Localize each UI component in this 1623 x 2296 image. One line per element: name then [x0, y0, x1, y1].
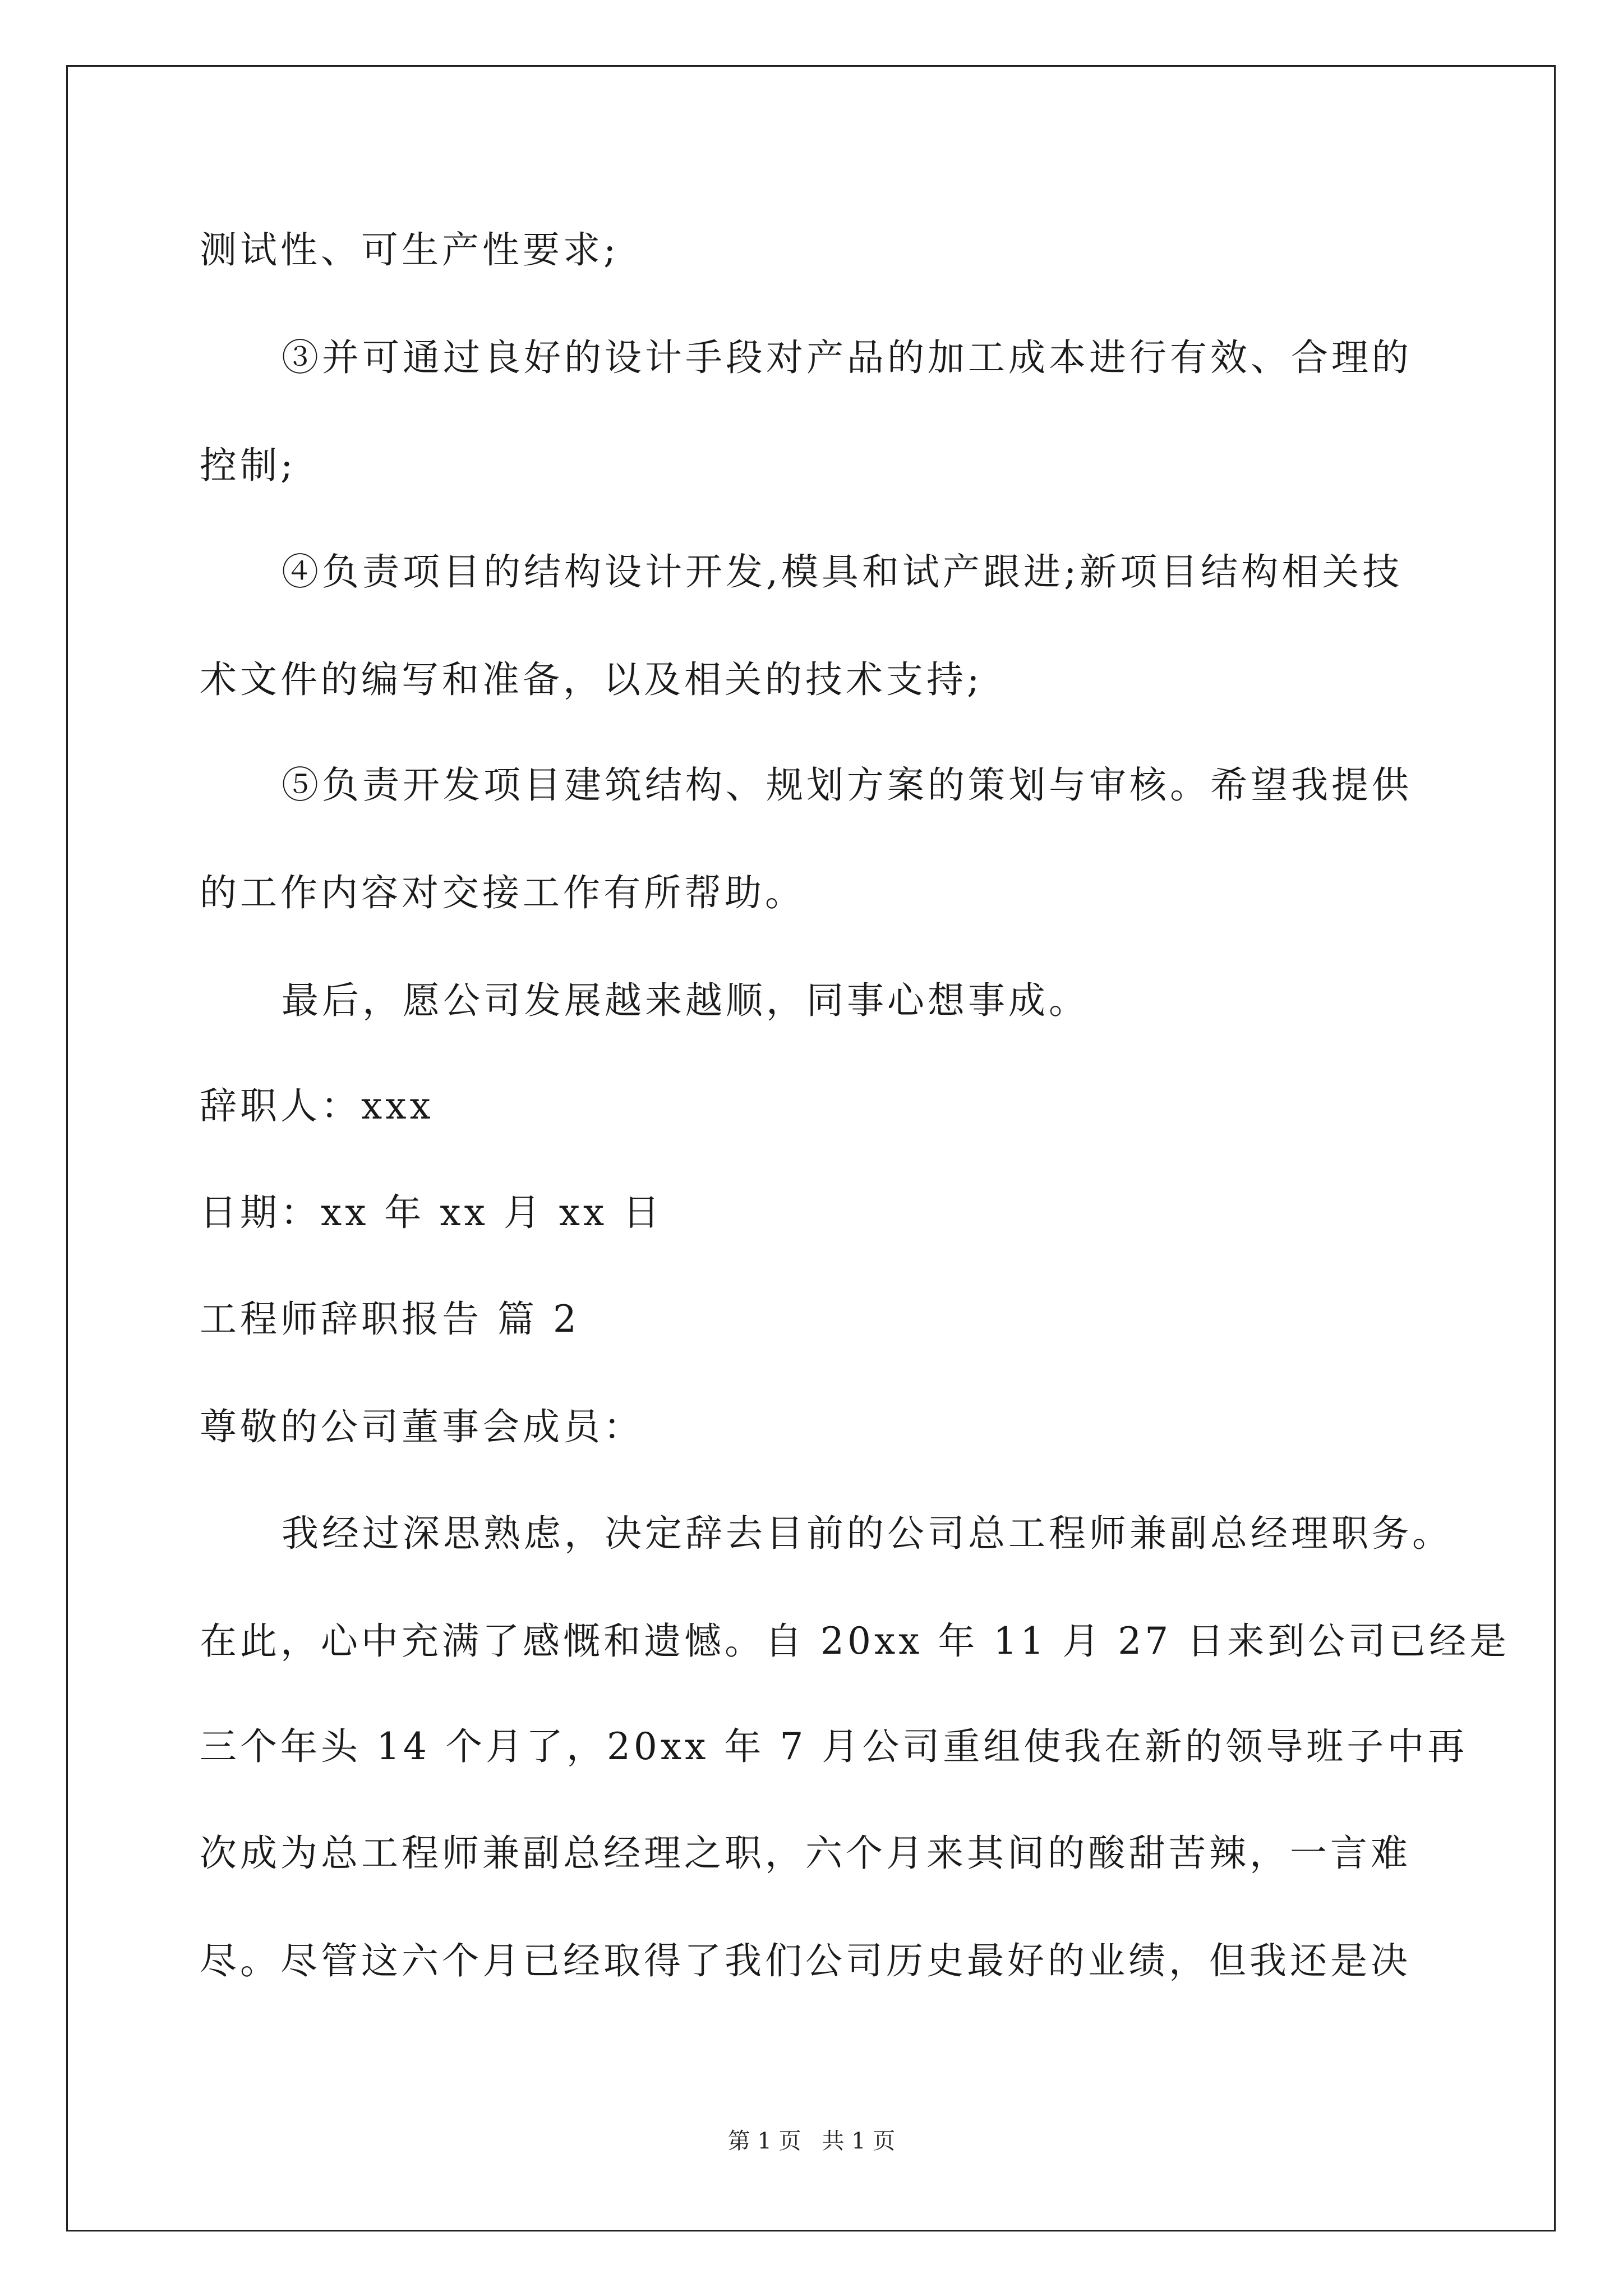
page-footer [0, 2127, 1623, 2155]
text-line: 测试性、可生产性要求; [200, 228, 620, 272]
text-line: ⑤负责开发项目建筑结构、规划方案的策划与审核。希望我提供 [282, 763, 1412, 807]
date-line: 日期：xx 年 xx 月 xx 日 [200, 1191, 663, 1234]
text-line: 的工作内容对交接工作有所帮助。 [200, 871, 805, 914]
text-line: 术文件的编写和准备，以及相关的技术支持; [200, 658, 983, 701]
page-border [66, 65, 1556, 2231]
signature-line: 辞职人：xxx [200, 1084, 434, 1128]
text-line: 三个年头 14 个月了，20xx 年 7 月公司重组使我在新的领导班子中再 [200, 1725, 1468, 1768]
text-line: 在此，心中充满了感慨和遗憾。自 20xx 年 11 月 27 日来到公司已经是 [200, 1619, 1510, 1663]
page-total: 共 1 页 [822, 2128, 896, 2154]
text-line: 尽。尽管这六个月已经取得了我们公司历史最好的业绩，但我还是决 [200, 1939, 1411, 1982]
section-title: 工程师辞职报告 篇 2 [200, 1297, 580, 1341]
text-line: 最后，愿公司发展越来越顺，同事心想事成。 [282, 979, 1089, 1022]
page-number: 第 1 页 [727, 2128, 801, 2154]
salutation: 尊敬的公司董事会成员： [200, 1405, 644, 1448]
text-line: 次成为总工程师兼副总经理之职，六个月来其间的酸甜苦辣，一言难 [200, 1832, 1411, 1875]
text-line: 我经过深思熟虑，决定辞去目前的公司总工程师兼副总经理职务。 [282, 1512, 1453, 1555]
text-line: ④负责项目的结构设计开发,模具和试产跟进;新项目结构相关技 [282, 550, 1403, 593]
text-line: ③并可通过良好的设计手段对产品的加工成本进行有效、合理的 [282, 336, 1412, 379]
text-line: 控制; [200, 444, 297, 487]
